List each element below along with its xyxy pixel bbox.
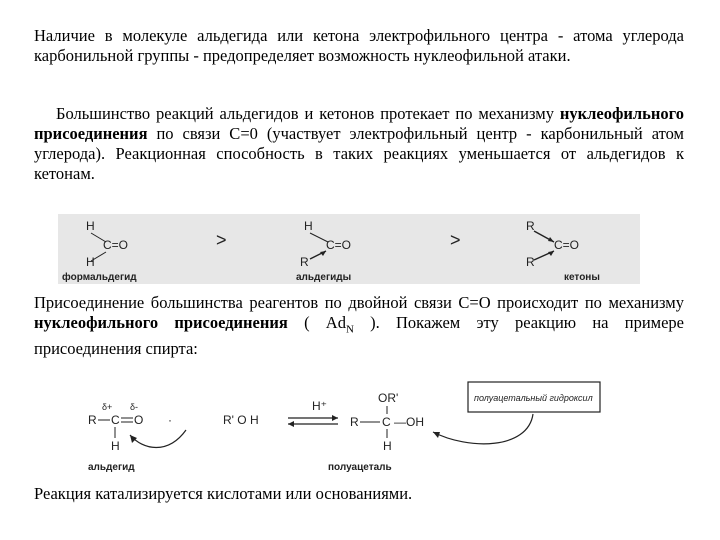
- alcohol-formula: R' O H: [223, 413, 259, 427]
- aldehyde-r: R: [300, 255, 309, 269]
- gt-sign-1: >: [216, 230, 227, 250]
- formaldehyde-label: формальдегид: [62, 272, 137, 283]
- paragraph-3-end: ). Покажем эту реакцию на примере присоединения спирта:: [34, 313, 684, 359]
- paragraph-1-text: Наличие в молекуле альдегида или кетона электрофильного центра - атома углерода карбонильной группы - предопределяет возможность нуклеофильной атаки.: [34, 26, 684, 65]
- delta-minus: δ-: [130, 402, 139, 412]
- svg-text:C: C: [111, 413, 120, 427]
- aldehyde-h: H: [304, 219, 313, 233]
- paragraph-adn-mechanism: [34, 293, 684, 359]
- hemiacetal-hydroxyl-label: полуацетальный гидроксил: [474, 393, 593, 403]
- ketone-r-bottom: R: [526, 255, 535, 269]
- hemiacetal-h: H: [383, 439, 392, 453]
- paragraph-3-mid: ( Ad: [287, 313, 346, 332]
- paragraph-electrophilic-center: [34, 26, 684, 66]
- aldehyde-r-left: R: [88, 413, 97, 427]
- hemiacetal-oh: —OH: [394, 415, 424, 429]
- paragraph-2-end: по связи С=0 (участвует электрофильный центр - карбонильный атом углерода). Реакционная способность в таких реакциях уменьшается от альдегидов к кетонам.: [34, 124, 684, 183]
- formaldehyde-carbonyl: C=O: [103, 238, 129, 252]
- paragraph-3-sub: N: [345, 323, 354, 336]
- paragraph-3-bold: нуклеофильного присоединения: [34, 313, 288, 332]
- aldehyde-h: H: [111, 439, 120, 453]
- gt-sign-2: >: [450, 230, 461, 250]
- paragraph-4-text: Реакция катализируется кислотами или основаниями.: [34, 484, 413, 503]
- svg-text:O: O: [134, 413, 144, 427]
- hemiacetal-scheme: [88, 380, 618, 475]
- formaldehyde-h-top: H: [86, 219, 95, 233]
- ketones-label: кетоны: [564, 272, 600, 283]
- aldehyde-label: альдегид: [88, 462, 135, 473]
- hemiacetal-label: полуацеталь: [328, 462, 392, 473]
- hemiacetal-or-prime: OR': [378, 391, 399, 405]
- paragraph-nucleophilic-addition: [34, 104, 684, 184]
- ketone-r-top: R: [526, 219, 535, 233]
- svg-text:C: C: [382, 415, 391, 429]
- formaldehyde-h-bottom: H: [86, 255, 95, 269]
- aldehyde-carbonyl: C=O: [326, 238, 352, 252]
- paragraph-2-start: Большинство реакций альдегидов и кетонов протекает по механизму: [56, 104, 560, 123]
- acid-catalyst: H⁺: [312, 399, 327, 413]
- hemiacetal-r: R: [350, 415, 359, 429]
- paragraph-3-start: Присоединение большинства реагентов по двойной связи С=О происходит по механизму: [34, 293, 684, 312]
- paragraph-2-bold: нуклеофильного присоединения: [34, 104, 684, 143]
- svg-text:·: ·: [168, 413, 172, 427]
- ketone-carbonyl: C=O: [554, 238, 580, 252]
- paragraph-catalysis: [34, 484, 684, 504]
- reactivity-scheme: [58, 214, 640, 284]
- delta-plus: δ+: [102, 402, 113, 412]
- aldehydes-label: альдегиды: [296, 272, 352, 283]
